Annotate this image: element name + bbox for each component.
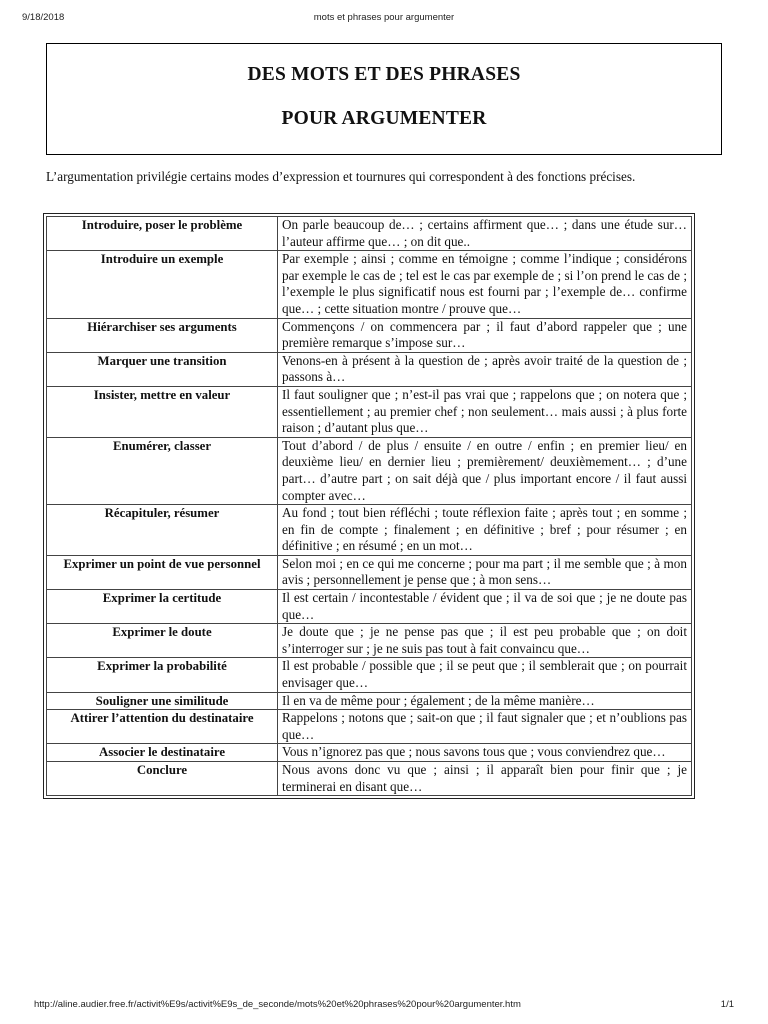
table-row	[47, 555, 692, 589]
function-cell: Introduire, poser le problème	[47, 217, 278, 251]
expressions-cell: Commençons / on commencera par ; il faut d’abord rappeler que ; une première remarque s’impose sur…	[278, 318, 692, 352]
expressions-cell: Rappelons ; notons que ; sait-on que ; il faut signaler que ; et n’oublions pas que…	[278, 710, 692, 744]
table-row	[47, 744, 692, 762]
expressions-cell: On parle beaucoup de… ; certains affirment que… ; dans une étude sur…l’auteur affirme que… ; on dit que..	[278, 217, 692, 251]
function-cell: Attirer l’attention du destinataire	[47, 710, 278, 744]
print-header	[22, 12, 746, 26]
table-row	[47, 251, 692, 318]
table-row	[47, 762, 692, 796]
function-cell: Marquer une transition	[47, 352, 278, 386]
table-row	[47, 318, 692, 352]
function-cell: Exprimer le doute	[47, 624, 278, 658]
function-cell: Exprimer un point de vue personnel	[47, 555, 278, 589]
function-cell: Récapituler, résumer	[47, 505, 278, 556]
table-row	[47, 437, 692, 504]
expressions-cell: Je doute que ; je ne pense pas que ; il est peu probable que ; on doit s’interroger sur ; je ne suis pas tout à fait convaincu que…	[278, 624, 692, 658]
table-row	[47, 692, 692, 710]
table-row	[47, 386, 692, 437]
function-cell: Insister, mettre en valeur	[47, 386, 278, 437]
source-url: http://aline.audier.free.fr/activit%E9s/activit%E9s_de_seconde/mots%20et%20phrases%20pour%20argumenter.htm	[34, 999, 521, 1010]
expressions-cell: Vous n’ignorez pas que ; nous savons tous que ; vous conviendrez que…	[278, 744, 692, 762]
function-cell: Exprimer la certitude	[47, 590, 278, 624]
argument-expressions-table	[46, 216, 692, 796]
expressions-cell: Par exemple ; ainsi ; comme en témoigne ; comme l’indique ; considérons par exemple le cas de ; tel est le cas par exemple de ; si l’on prend le cas de ; l’exemple le plus significatif nous est fourni par ; l’exemple de… confirme que… ; cette situation montre / prouve que…	[278, 251, 692, 318]
function-cell: Enumérer, classer	[47, 437, 278, 504]
expressions-cell: Au fond ; tout bien réfléchi ; toute réflexion faite ; après tout ; en somme ; en fin de compte ; finalement ; en définitive ; bref ; pour résumer ; en définitive ; en résumé ; en un mot…	[278, 505, 692, 556]
document-title-line-1: DES MOTS ET DES PHRASES	[247, 64, 521, 85]
expressions-cell: Il en va de même pour ; également ; de la même manière…	[278, 692, 692, 710]
print-page-title: mots et phrases pour argumenter	[313, 12, 455, 23]
function-cell: Hiérarchiser ses arguments	[47, 318, 278, 352]
table-row	[47, 658, 692, 692]
expressions-cell: Tout d’abord / de plus / ensuite / en outre / enfin ; en premier lieu/ en deuxième lieu/ en dernier lieu ; premièrement/ deuxièmement… ; d’une part… d’autre part ; on sait déjà que / plus important encore / il faut aussi compter avec…	[278, 437, 692, 504]
table-row	[47, 624, 692, 658]
page-number: 1/1	[720, 999, 734, 1010]
table-row	[47, 217, 692, 251]
expressions-cell: Venons-en à présent à la question de ; après avoir traité de la question de ; passons à…	[278, 352, 692, 386]
intro-paragraph: L’argumentation privilégie certains modes d’expression et tournures qui correspondent à des fonctions précises.	[46, 169, 636, 184]
table-row	[47, 505, 692, 556]
function-cell: Souligner une similitude	[47, 692, 278, 710]
print-date: 9/18/2018	[22, 12, 65, 23]
function-cell: Introduire un exemple	[47, 251, 278, 318]
expressions-cell: Il faut souligner que ; n’est-il pas vrai que ; rappelons que ; on notera que ; essentiellement ; au premier chef ; non seulement… mais aussi ; à plus forte raison ; d’autant plus que…	[278, 386, 692, 437]
expressions-cell: Il est certain / incontestable / évident que ; il va de soi que ; je ne doute pas que…	[278, 590, 692, 624]
function-cell: Conclure	[47, 762, 278, 796]
document-title-box	[46, 43, 722, 155]
expressions-cell: Il est probable / possible que ; il se peut que ; il semblerait que ; on pourrait envisager que…	[278, 658, 692, 692]
table-row	[47, 352, 692, 386]
table-row	[47, 590, 692, 624]
function-cell: Associer le destinataire	[47, 744, 278, 762]
table-row	[47, 710, 692, 744]
function-cell: Exprimer la probabilité	[47, 658, 278, 692]
expressions-cell: Selon moi ; en ce qui me concerne ; pour ma part ; il me semble que ; à mon avis ; personnellement je pense que ; à mon sens…	[278, 555, 692, 589]
print-footer	[34, 999, 734, 1013]
expressions-cell: Nous avons donc vu que ; ainsi ; il apparaît bien pour finir que ; je terminerai en disant que…	[278, 762, 692, 796]
document-title-line-2: POUR ARGUMENTER	[281, 108, 487, 129]
